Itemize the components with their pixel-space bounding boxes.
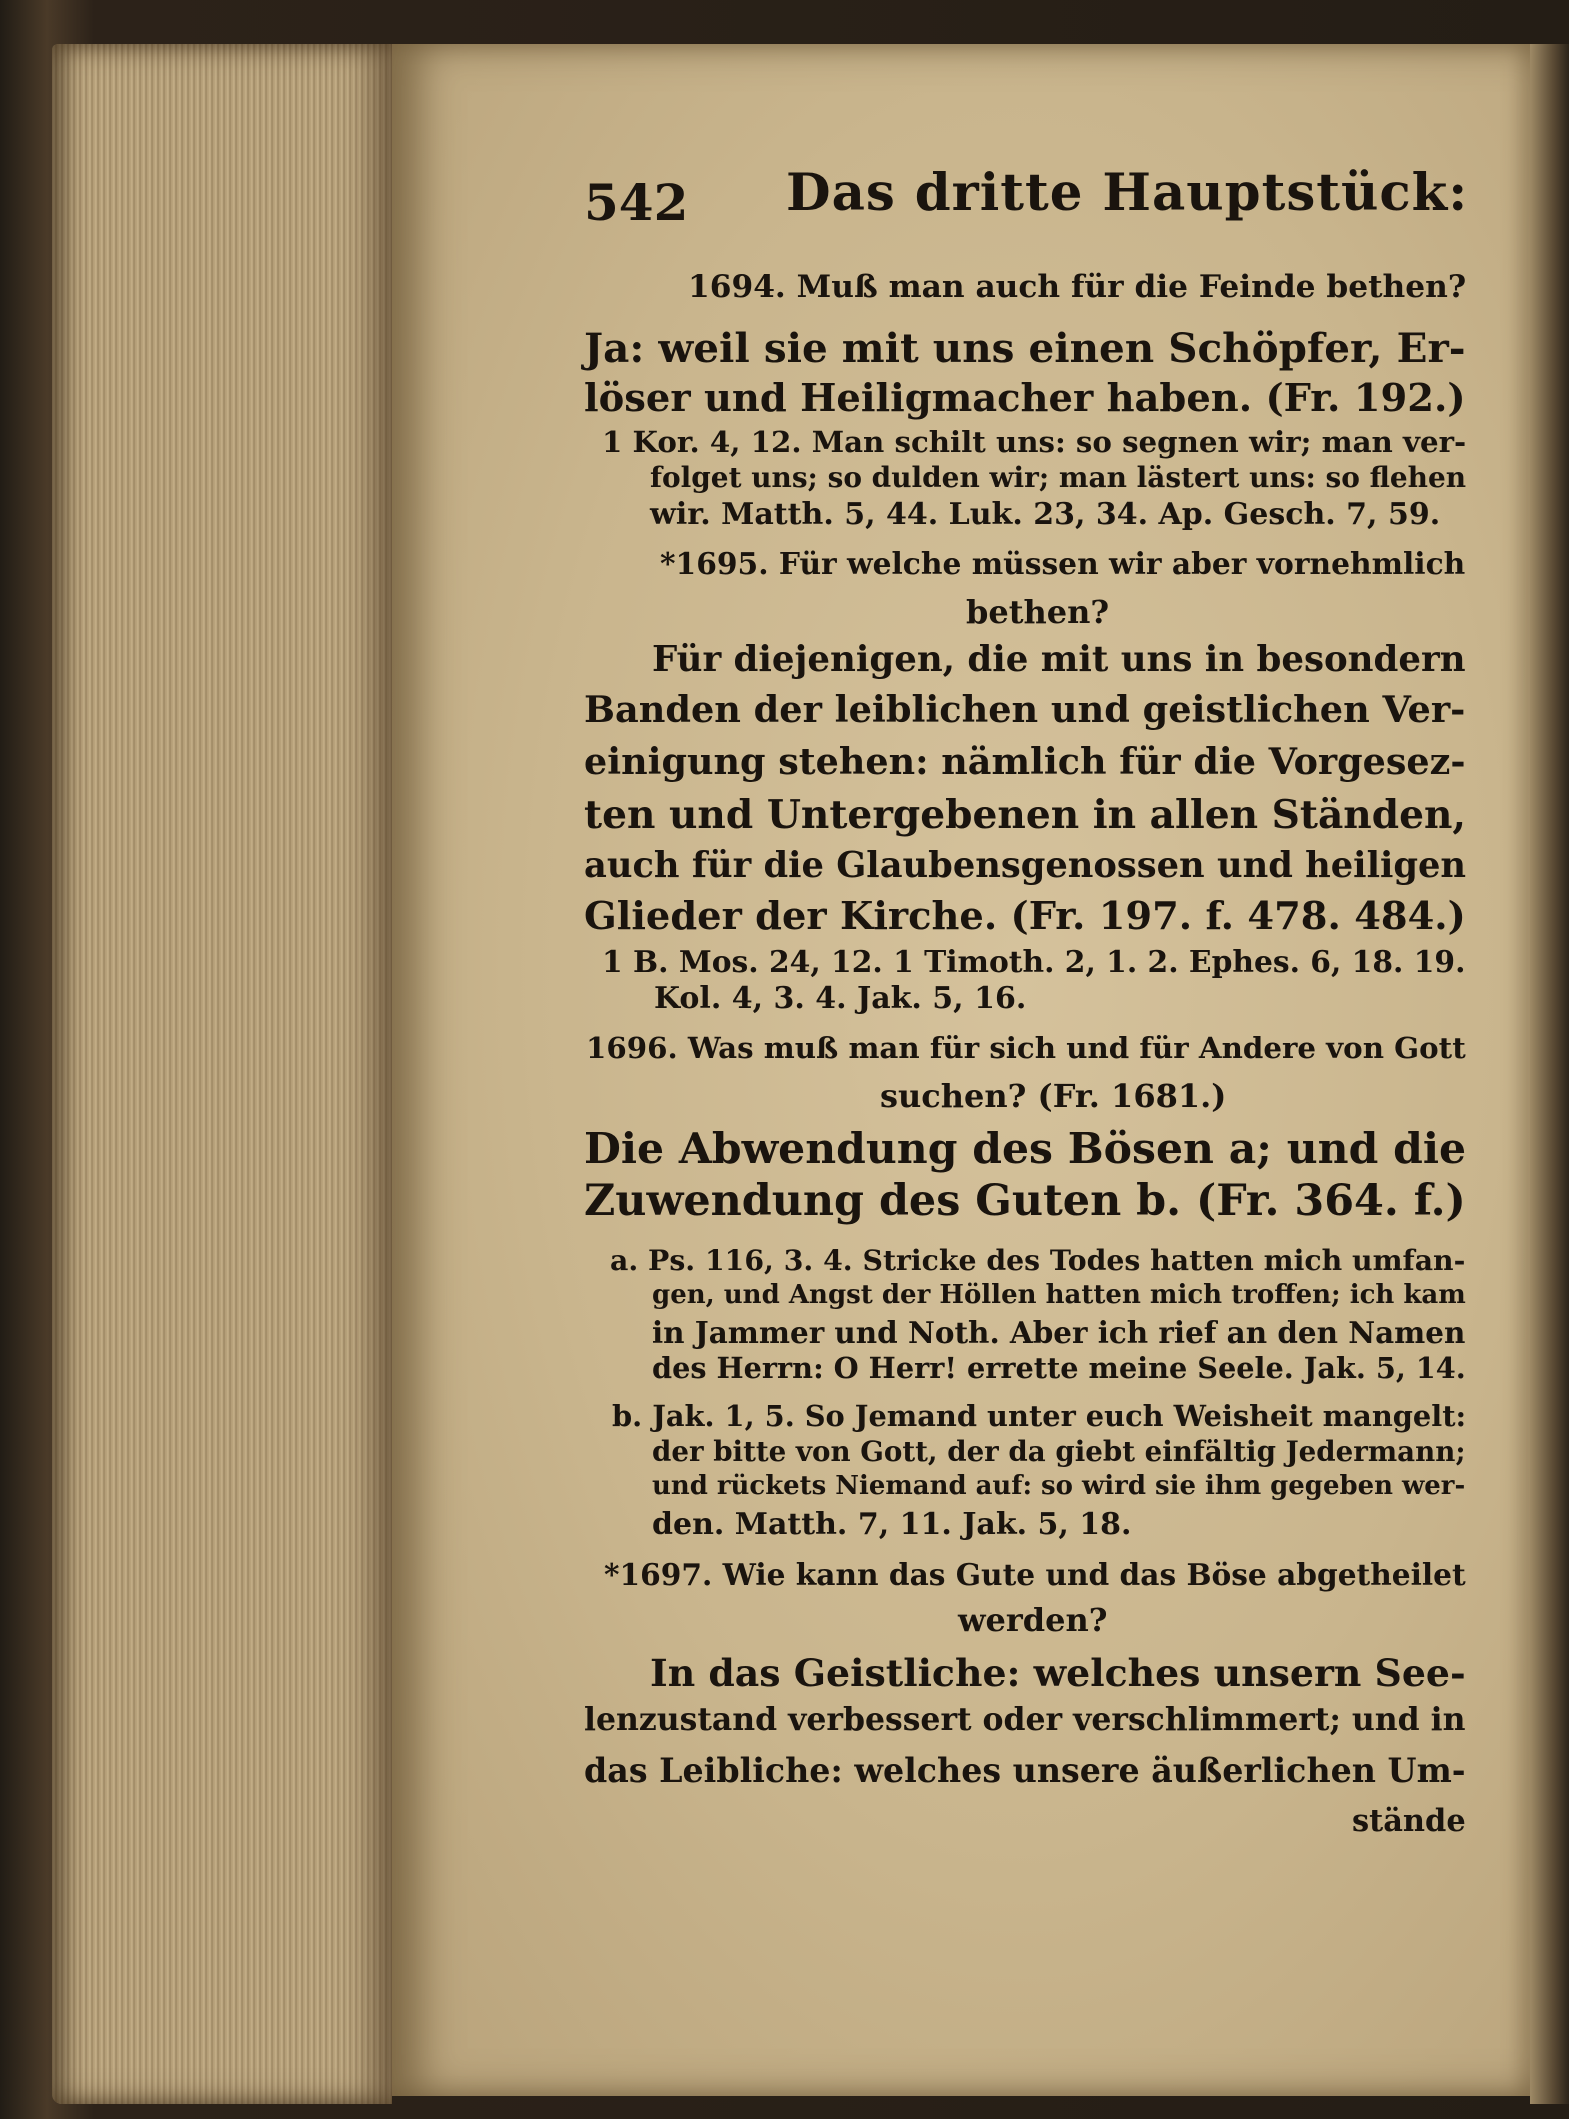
answer-line: Glieder der Kirche. (Fr. 197. f. 478. 484.) xyxy=(584,894,1466,939)
facing-page-edge xyxy=(1530,44,1569,2104)
reference-line: und rückets Niemand auf: so wird sie ihm gegeben wer- xyxy=(652,1471,1466,1501)
reference-line: des Herrn: O Herr! errette meine Seele. Jak. 5, 14. xyxy=(652,1351,1466,1385)
answer-line: ten und Untergebenen in allen Ständen, xyxy=(584,792,1467,838)
answer-line: Die Abwendung des Bösen a; und die xyxy=(584,1124,1467,1174)
answer-line: auch für die Glaubensgenossen und heiligen xyxy=(584,845,1467,886)
question-1695: *1695. Für welche müssen wir aber vornehmlich xyxy=(660,547,1466,582)
answer-line: das Leibliche: welches unsere äußerlichen Um- xyxy=(584,1751,1466,1790)
running-head: Das dritte Hauptstück: xyxy=(786,163,1469,223)
reference-line: wir. Matth. 5, 44. Luk. 23, 34. Ap. Gesch. 7, 59. xyxy=(650,497,1441,532)
question-1696-cont: suchen? (Fr. 1681.) xyxy=(880,1077,1227,1115)
reference-line: a. Ps. 116, 3. 4. Stricke des Todes hatten mich umfan- xyxy=(610,1243,1466,1277)
page-block-edges xyxy=(52,44,392,2104)
question-1697-cont: werden? xyxy=(958,1601,1108,1639)
answer-line: lenzustand verbessert oder verschlimmert; und in xyxy=(584,1701,1466,1738)
reference-line: gen, und Angst der Höllen hatten mich troffen; ich kam xyxy=(652,1280,1466,1310)
answer-line: Zuwendung des Guten b. (Fr. 364. f.) xyxy=(584,1176,1466,1226)
reference-line: Kol. 4, 3. 4. Jak. 5, 16. xyxy=(654,981,1027,1016)
reference-line: b. Jak. 1, 5. So Jemand unter euch Weisheit mangelt: xyxy=(612,1399,1467,1433)
answer-line: In das Geistliche: welches unsern See- xyxy=(650,1650,1466,1695)
answer-line: Ja: weil sie mit uns einen Schöpfer, Er- xyxy=(584,324,1466,372)
reference-line: in Jammer und Noth. Aber ich rief an den Namen xyxy=(652,1315,1466,1350)
reference-line: 1 B. Mos. 24, 12. 1 Timoth. 2, 1. 2. Ephes. 6, 18. 19. xyxy=(602,945,1466,980)
answer-line: löser und Heiligmacher haben. (Fr. 192.) xyxy=(584,376,1466,421)
question-1695-cont: bethen? xyxy=(966,593,1110,631)
page-number: 542 xyxy=(584,173,689,232)
reference-line: folget uns; so dulden wir; man lästert uns: so flehen xyxy=(650,461,1467,494)
question-1694: 1694. Muß man auch für die Feinde bethen? xyxy=(688,269,1467,305)
answer-line: einigung stehen: nämlich für die Vorgesez- xyxy=(584,740,1466,783)
reference-line: der bitte von Gott, der da giebt einfältig Jedermann; xyxy=(652,1435,1466,1468)
answer-line: Für diejenigen, die mit uns in besondern xyxy=(652,639,1466,680)
answer-line: Banden der leiblichen und geistlichen Ver- xyxy=(584,688,1466,731)
reference-line: 1 Kor. 4, 12. Man schilt uns: so segnen wir; man ver- xyxy=(602,425,1467,459)
question-1697: *1697. Wie kann das Gute und das Böse abgetheilet xyxy=(604,1557,1466,1592)
reference-line: den. Matth. 7, 11. Jak. 5, 18. xyxy=(652,1507,1132,1542)
question-1696: 1696. Was muß man für sich und für Andere von Gott xyxy=(586,1031,1466,1065)
catchword: stände xyxy=(1352,1803,1466,1839)
